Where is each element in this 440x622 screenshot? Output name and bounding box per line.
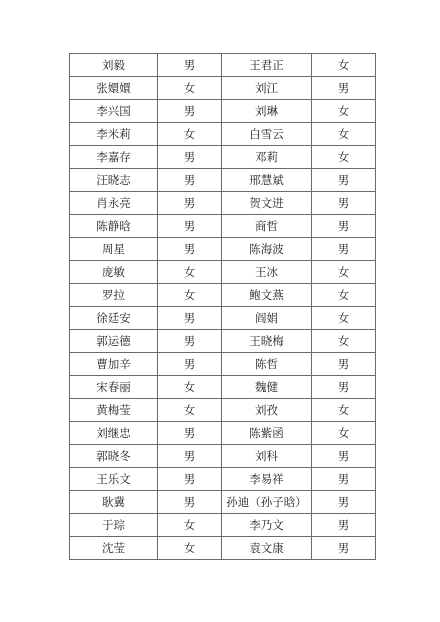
gender-cell-right: 女 bbox=[312, 261, 376, 284]
name-cell-left: 刘继忠 bbox=[70, 422, 158, 445]
name-cell-left: 李嘉存 bbox=[70, 146, 158, 169]
table-row bbox=[70, 238, 376, 261]
name-cell-left: 汪晓志 bbox=[70, 169, 158, 192]
table-row bbox=[70, 376, 376, 399]
name-cell-right: 袁文康 bbox=[222, 537, 312, 560]
name-cell-right: 刘琳 bbox=[222, 100, 312, 123]
gender-cell-right: 女 bbox=[312, 307, 376, 330]
name-cell-right: 邢慧斌 bbox=[222, 169, 312, 192]
name-cell-left: 罗拉 bbox=[70, 284, 158, 307]
gender-cell-right: 男 bbox=[312, 445, 376, 468]
gender-cell-right: 女 bbox=[312, 123, 376, 146]
name-cell-left: 于琮 bbox=[70, 514, 158, 537]
gender-cell-right: 女 bbox=[312, 422, 376, 445]
name-cell-left: 耿冀 bbox=[70, 491, 158, 514]
table-row bbox=[70, 399, 376, 422]
table-row bbox=[70, 77, 376, 100]
name-cell-left: 郭运德 bbox=[70, 330, 158, 353]
name-cell-left: 宋春丽 bbox=[70, 376, 158, 399]
roster-table bbox=[69, 53, 376, 560]
table-row bbox=[70, 100, 376, 123]
gender-cell-left: 男 bbox=[158, 422, 222, 445]
name-cell-left: 刘毅 bbox=[70, 54, 158, 77]
name-cell-right: 刘科 bbox=[222, 445, 312, 468]
name-cell-left: 徐廷安 bbox=[70, 307, 158, 330]
name-cell-left: 郭晓冬 bbox=[70, 445, 158, 468]
name-cell-right: 王君正 bbox=[222, 54, 312, 77]
gender-cell-left: 男 bbox=[158, 192, 222, 215]
table-row bbox=[70, 491, 376, 514]
name-cell-left: 张嬛嬛 bbox=[70, 77, 158, 100]
table-row bbox=[70, 307, 376, 330]
table-row bbox=[70, 169, 376, 192]
gender-cell-right: 男 bbox=[312, 169, 376, 192]
name-cell-left: 庞敏 bbox=[70, 261, 158, 284]
gender-cell-left: 男 bbox=[158, 445, 222, 468]
gender-cell-left: 男 bbox=[158, 491, 222, 514]
table-row bbox=[70, 422, 376, 445]
roster-table-body bbox=[70, 54, 376, 560]
name-cell-right: 王冰 bbox=[222, 261, 312, 284]
gender-cell-left: 女 bbox=[158, 514, 222, 537]
gender-cell-left: 女 bbox=[158, 77, 222, 100]
gender-cell-left: 男 bbox=[158, 238, 222, 261]
table-row bbox=[70, 146, 376, 169]
table-row bbox=[70, 468, 376, 491]
gender-cell-left: 男 bbox=[158, 330, 222, 353]
name-cell-right: 李乃文 bbox=[222, 514, 312, 537]
table-row bbox=[70, 261, 376, 284]
gender-cell-right: 女 bbox=[312, 146, 376, 169]
gender-cell-right: 男 bbox=[312, 77, 376, 100]
name-cell-right: 陈哲 bbox=[222, 353, 312, 376]
table-row bbox=[70, 514, 376, 537]
name-cell-right: 李易祥 bbox=[222, 468, 312, 491]
gender-cell-left: 男 bbox=[158, 54, 222, 77]
gender-cell-left: 男 bbox=[158, 307, 222, 330]
gender-cell-left: 女 bbox=[158, 261, 222, 284]
name-cell-right: 刘江 bbox=[222, 77, 312, 100]
gender-cell-right: 男 bbox=[312, 215, 376, 238]
table-row bbox=[70, 54, 376, 77]
name-cell-left: 沈莹 bbox=[70, 537, 158, 560]
gender-cell-right: 男 bbox=[312, 192, 376, 215]
gender-cell-right: 男 bbox=[312, 238, 376, 261]
name-cell-right: 陈紫函 bbox=[222, 422, 312, 445]
table-row bbox=[70, 215, 376, 238]
gender-cell-left: 女 bbox=[158, 399, 222, 422]
name-cell-left: 李兴国 bbox=[70, 100, 158, 123]
gender-cell-right: 男 bbox=[312, 353, 376, 376]
gender-cell-right: 男 bbox=[312, 468, 376, 491]
gender-cell-right: 男 bbox=[312, 514, 376, 537]
gender-cell-left: 女 bbox=[158, 284, 222, 307]
gender-cell-right: 女 bbox=[312, 399, 376, 422]
gender-cell-right: 男 bbox=[312, 491, 376, 514]
name-cell-right: 陈海波 bbox=[222, 238, 312, 261]
table-row bbox=[70, 353, 376, 376]
gender-cell-right: 女 bbox=[312, 330, 376, 353]
name-cell-left: 肖永亮 bbox=[70, 192, 158, 215]
name-cell-right: 贺文进 bbox=[222, 192, 312, 215]
name-cell-right: 白雪云 bbox=[222, 123, 312, 146]
table-row bbox=[70, 445, 376, 468]
name-cell-left: 曹加辛 bbox=[70, 353, 158, 376]
table-row bbox=[70, 330, 376, 353]
table-row bbox=[70, 537, 376, 560]
name-cell-left: 李米莉 bbox=[70, 123, 158, 146]
name-cell-right: 魏健 bbox=[222, 376, 312, 399]
name-cell-left: 陈静晗 bbox=[70, 215, 158, 238]
name-cell-left: 王乐文 bbox=[70, 468, 158, 491]
gender-cell-left: 男 bbox=[158, 100, 222, 123]
name-cell-right: 孙迪（孙子晗） bbox=[222, 491, 312, 514]
gender-cell-left: 女 bbox=[158, 537, 222, 560]
gender-cell-left: 男 bbox=[158, 468, 222, 491]
name-cell-right: 鲍文燕 bbox=[222, 284, 312, 307]
name-cell-right: 王晓梅 bbox=[222, 330, 312, 353]
gender-cell-right: 女 bbox=[312, 54, 376, 77]
name-cell-right: 刘孜 bbox=[222, 399, 312, 422]
name-cell-right: 邓莉 bbox=[222, 146, 312, 169]
name-cell-right: 阎娟 bbox=[222, 307, 312, 330]
name-cell-left: 周星 bbox=[70, 238, 158, 261]
gender-cell-right: 男 bbox=[312, 376, 376, 399]
gender-cell-left: 男 bbox=[158, 146, 222, 169]
name-cell-left: 黄梅莹 bbox=[70, 399, 158, 422]
gender-cell-left: 男 bbox=[158, 169, 222, 192]
gender-cell-left: 女 bbox=[158, 376, 222, 399]
table-row bbox=[70, 192, 376, 215]
gender-cell-left: 女 bbox=[158, 123, 222, 146]
gender-cell-left: 男 bbox=[158, 215, 222, 238]
gender-cell-right: 男 bbox=[312, 537, 376, 560]
table-row bbox=[70, 284, 376, 307]
table-row bbox=[70, 123, 376, 146]
gender-cell-left: 男 bbox=[158, 353, 222, 376]
gender-cell-right: 女 bbox=[312, 284, 376, 307]
gender-cell-right: 女 bbox=[312, 100, 376, 123]
name-cell-right: 商哲 bbox=[222, 215, 312, 238]
